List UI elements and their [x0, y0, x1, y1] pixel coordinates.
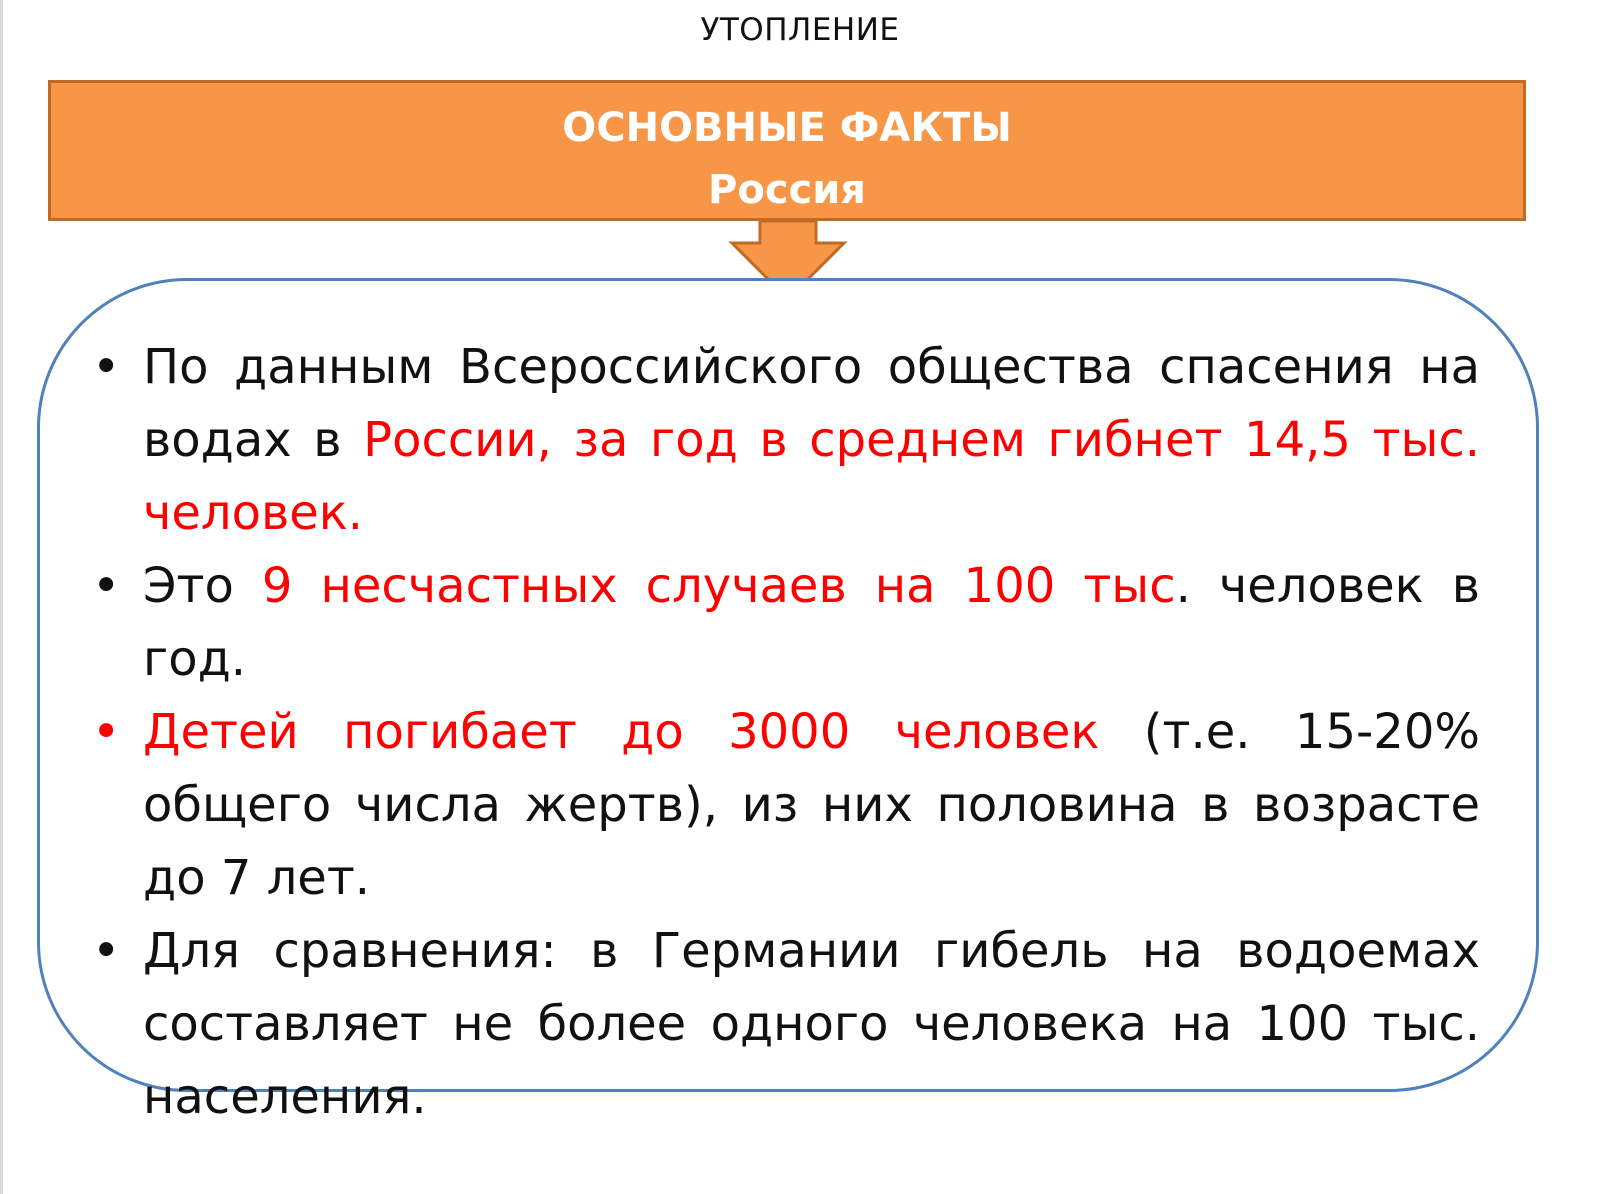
fact-highlight: России, за год в среднем гибнет 14,5 тыс. человек. [143, 412, 1480, 541]
banner-title: ОСНОВНЫЕ ФАКТЫ [562, 105, 1012, 151]
fact-item-germany-comparison [92, 915, 1480, 1134]
bullet-icon: • [92, 339, 121, 395]
page-left-edge [0, 0, 3, 1194]
page-heading: УТОПЛЕНИЕ [700, 12, 900, 48]
bullet-icon: • [92, 923, 121, 979]
fact-item-children [92, 696, 1480, 915]
fact-highlight: 9 несчастных случаев на 100 тыс [261, 558, 1176, 614]
fact-text: По данным Всероссийского общества спасения на водах в [143, 339, 1480, 468]
fact-highlight: Детей погибает до 3000 человек [143, 704, 1100, 760]
fact-item-accident-rate [92, 550, 1480, 696]
fact-text: Для сравнения: в Германии гибель на водоемах составляет не более одного человека на 100 тыс. населения. [143, 923, 1480, 1125]
fact-text: (т.е. 15-20% общего числа жертв), из них половина в возрасте до 7 лет. [143, 704, 1480, 906]
fact-text: . человек в год. [143, 558, 1481, 687]
facts-list [92, 331, 1480, 1134]
bullet-icon: • [92, 558, 121, 614]
facts-banner [48, 80, 1526, 221]
bullet-icon: • [92, 704, 121, 760]
fact-item-drowning-statistics [92, 331, 1480, 550]
banner-subtitle: Россия [708, 167, 866, 213]
fact-text: Это [143, 558, 262, 614]
